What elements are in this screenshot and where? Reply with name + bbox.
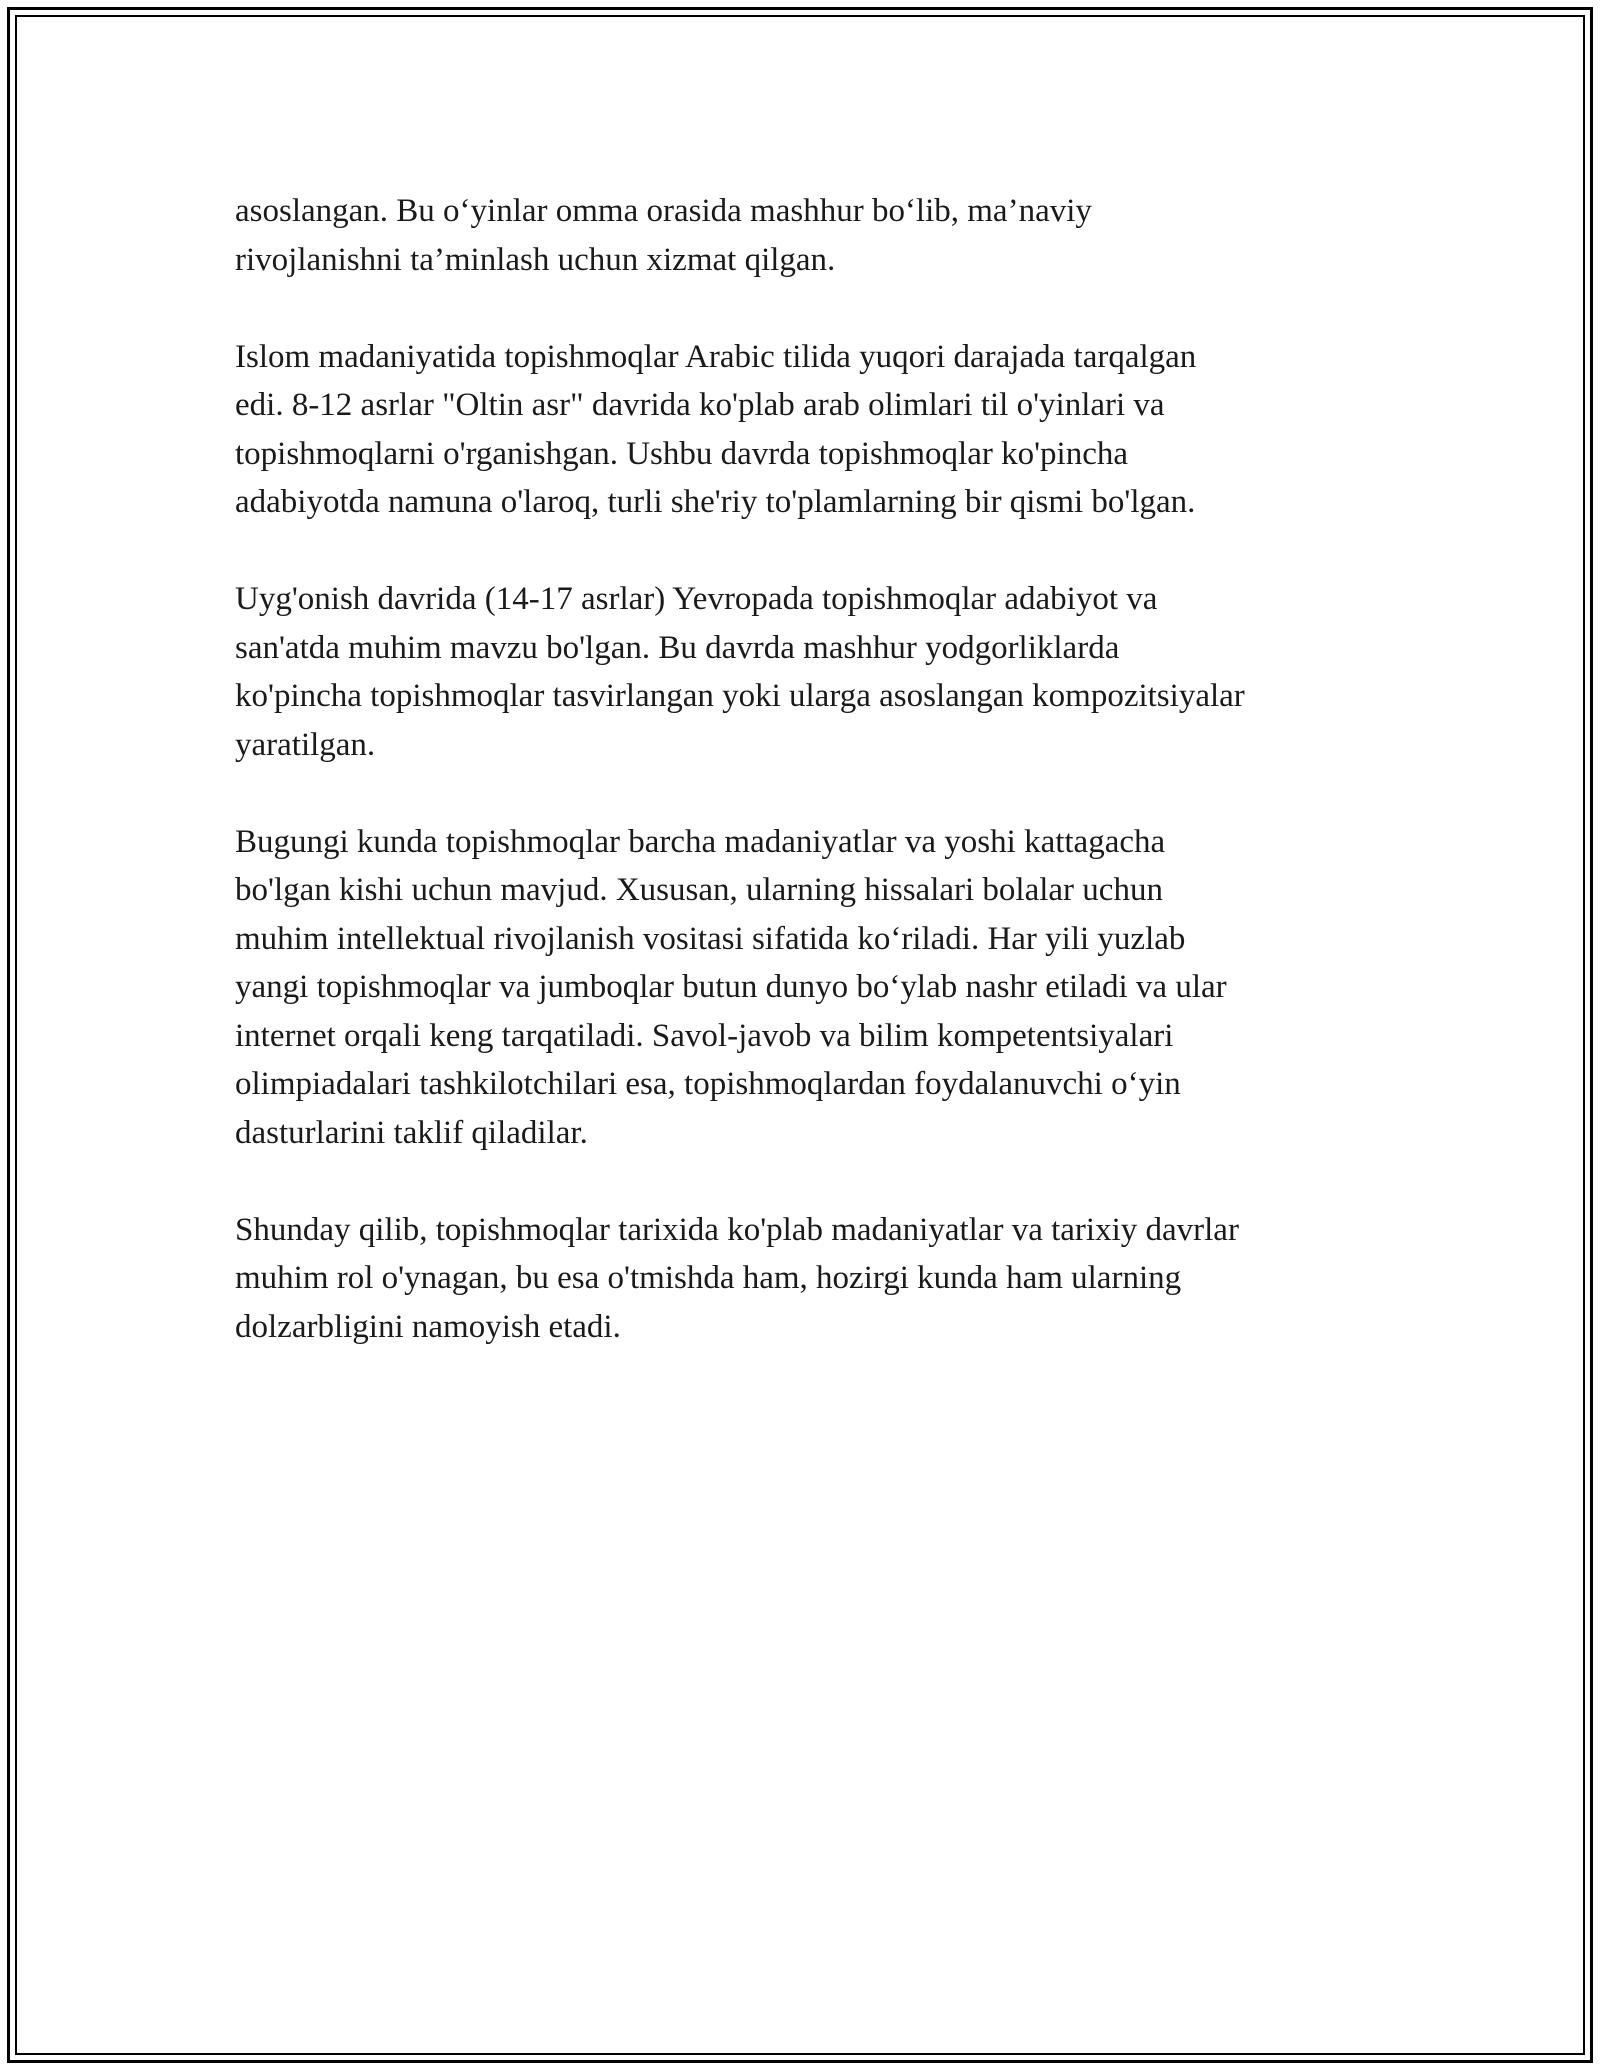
text-line: Islom madaniyatida topishmoqlar Arabic tilida yuqori darajada tarqalgan: [235, 338, 1197, 375]
text-line: yangi topishmoqlar va jumboqlar butun dunyo bo‘ylab nashr etiladi va ular: [235, 969, 1227, 1005]
text-line: dolzarbligini namoyish etadi.: [235, 1308, 621, 1345]
paragraph-2: [235, 333, 1365, 527]
text-line: Bugungi kunda topishmoqlar barcha madaniyatlar va yoshi kattagacha: [235, 823, 1166, 860]
paragraph-3: [235, 575, 1365, 769]
text-line: olimpiadalari tashkilotchilari esa, topishmoqlardan foydalanuvchi o‘yin: [235, 1066, 1181, 1102]
paragraph-5: [235, 1206, 1365, 1352]
text-line: ko'pincha topishmoqlar tasvirlangan yoki ularga asoslangan kompozitsiyalar: [235, 678, 1245, 714]
paragraph-1: [235, 187, 1365, 284]
text-line: muhim intellektual rivojlanish vositasi sifatida ko‘riladi. Har yili yuzlab: [235, 920, 1186, 957]
text-line: yaratilgan.: [235, 726, 376, 763]
text-line: Shunday qilib, topishmoqlar tarixida ko'plab madaniyatlar va tarixiy davrlar: [235, 1211, 1239, 1248]
text-line: san'atda muhim mavzu bo'lgan. Bu davrda mashhur yodgorliklarda: [235, 629, 1120, 666]
text-line: internet orqali keng tarqatiladi. Savol-javob va bilim kompetentsiyalari: [235, 1017, 1174, 1054]
text-line: dasturlarini taklif qiladilar.: [235, 1114, 588, 1151]
text-line: muhim rol o'ynagan, bu esa o'tmishda ham, hozirgi kunda ham ularning: [235, 1260, 1182, 1296]
text-line: asoslangan. Bu o‘yinlar omma orasida mashhur bo‘lib, ma’naviy: [235, 193, 1092, 229]
document-body: [235, 187, 1365, 1400]
text-line: rivojlanishni ta’minlash uchun xizmat qilgan.: [235, 241, 836, 278]
text-line: bo'lgan kishi uchun mavjud. Xususan, ularning hissalari bolalar uchun: [235, 872, 1163, 908]
text-line: Uyg'onish davrida (14-17 asrlar) Yevropada topishmoqlar adabiyot va: [235, 581, 1158, 617]
paragraph-4: [235, 818, 1365, 1158]
text-line: topishmoqlarni o'rganishgan. Ushbu davrda topishmoqlar ko'pincha: [235, 435, 1128, 472]
text-line: edi. 8-12 asrlar "Oltin asr" davrida ko'plab arab olimlari til o'yinlari va: [235, 387, 1165, 423]
text-line: adabiyotda namuna o'laroq, turli she'riy to'plamlarning bir qismi bo'lgan.: [235, 484, 1196, 520]
